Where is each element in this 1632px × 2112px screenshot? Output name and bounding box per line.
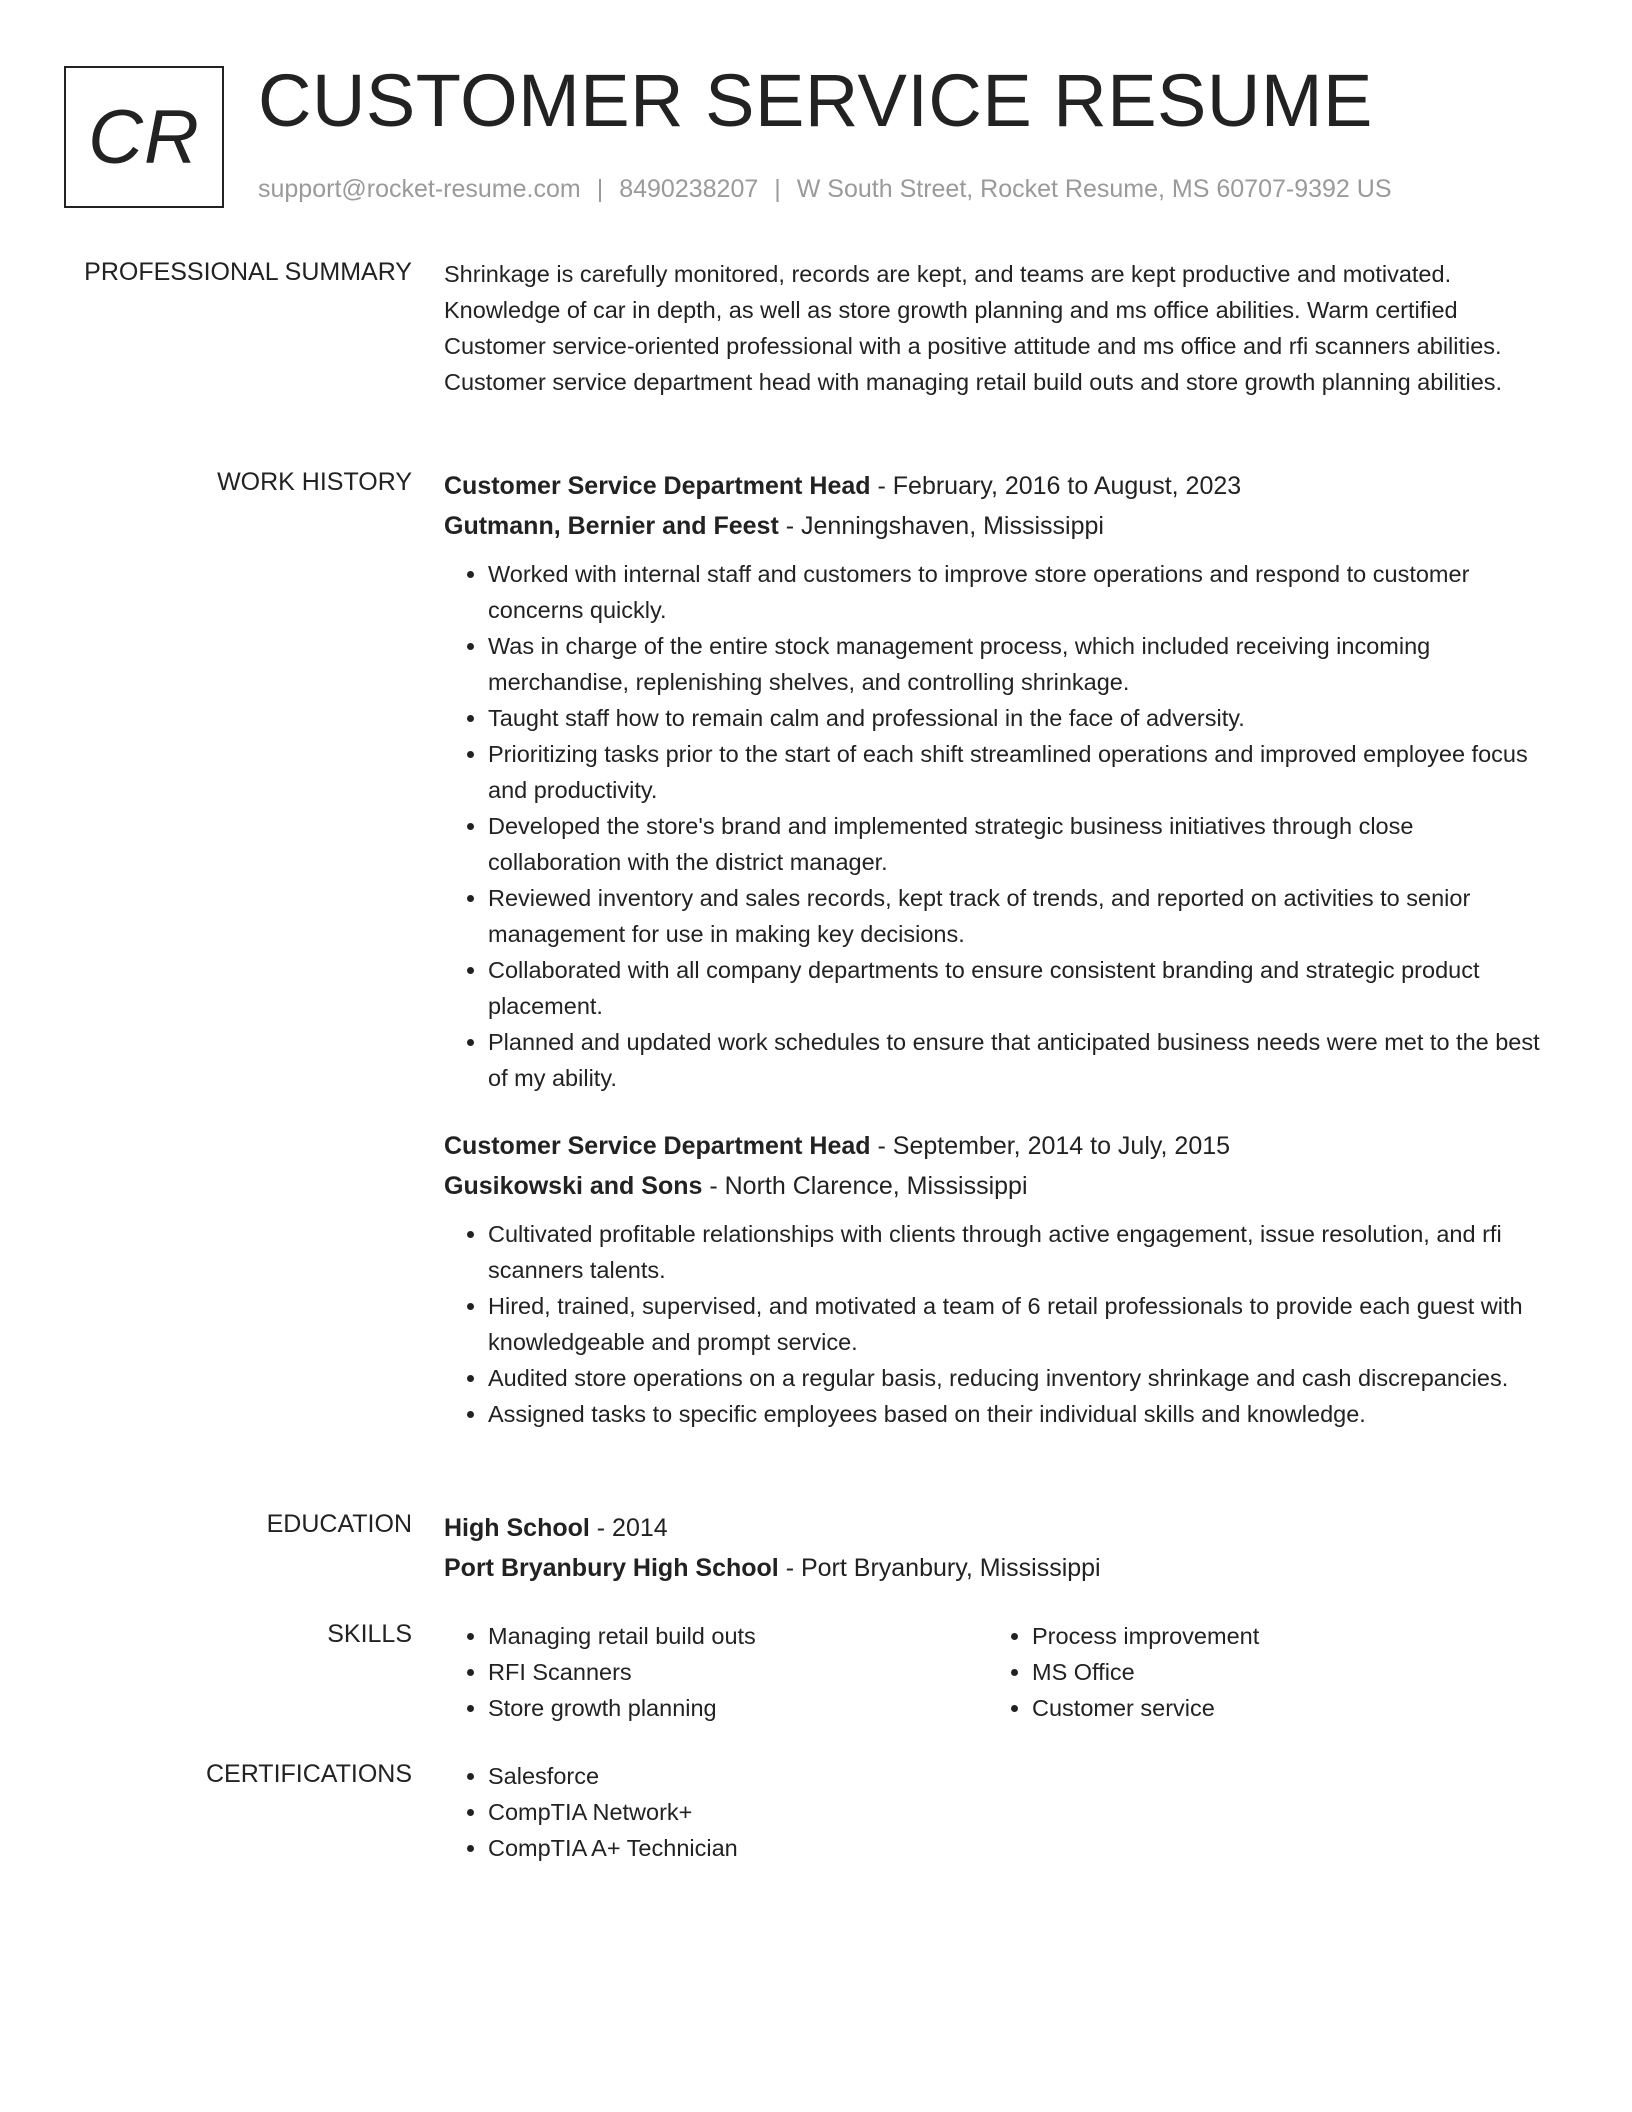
job-company-line bbox=[444, 506, 1544, 546]
skills-body bbox=[444, 1618, 1544, 1726]
job-company: Gutmann, Bernier and Feest bbox=[444, 512, 779, 540]
job-dates: - September, 2014 to July, 2015 bbox=[870, 1132, 1231, 1160]
education-school-line bbox=[444, 1548, 1544, 1588]
skill-item: • MS Office bbox=[1032, 1654, 1532, 1690]
work-history-body bbox=[444, 466, 1544, 1432]
monogram-badge bbox=[64, 66, 224, 208]
contact-email: support@rocket-resume.com bbox=[258, 175, 581, 203]
job-bullet: • Worked with internal staff and customers to improve store operations and respond to customer concerns quickly. bbox=[488, 556, 1544, 628]
job-bullet: • Was in charge of the entire stock management process, which included receiving incoming merchandise, replenishing shelves, and controlling shrinkage. bbox=[488, 628, 1544, 700]
education-body bbox=[444, 1508, 1544, 1588]
job-bullet-list bbox=[444, 1216, 1544, 1432]
summary-body bbox=[444, 256, 1544, 400]
job-bullet: • Developed the store's brand and implemented strategic business initiatives through close collaboration with the district manager. bbox=[488, 808, 1544, 880]
education-degree-line bbox=[444, 1508, 1544, 1548]
certification-item: • CompTIA Network+ bbox=[488, 1794, 988, 1830]
skill-item: • RFI Scanners bbox=[488, 1654, 988, 1690]
job-bullet: • Collaborated with all company departments to ensure consistent branding and strategic product placement. bbox=[488, 952, 1544, 1024]
job-location: - Jenningshaven, Mississippi bbox=[778, 512, 1104, 540]
job-title: Customer Service Department Head bbox=[444, 1132, 871, 1160]
education-location: - Port Bryanbury, Mississippi bbox=[778, 1554, 1101, 1582]
certification-item: • Salesforce bbox=[488, 1758, 988, 1794]
certifications-list bbox=[444, 1758, 988, 1866]
job-title-line bbox=[444, 1126, 1544, 1166]
section-label-education: EDUCATION bbox=[266, 1510, 412, 1538]
contact-line bbox=[258, 174, 1392, 204]
job-bullet: • Cultivated profitable relationships with clients through active engagement, issue resolution, and rfi scanners talents. bbox=[488, 1216, 1544, 1288]
summary-text: Shrinkage is carefully monitored, records are kept, and teams are kept productive and motivated. Knowledge of car in depth, as well as store growth planning and ms office abilities. Warm certified Customer service-oriented professional with a positive attitude and ms office and rfi scanners abilities. Customer service department head with managing retail build outs and store growth planning abilities. bbox=[444, 261, 1503, 395]
education-school: Port Bryanbury High School bbox=[444, 1554, 779, 1582]
job-bullet: • Planned and updated work schedules to ensure that anticipated business needs were met to the best of my ability. bbox=[488, 1024, 1544, 1096]
section-label-work-history: WORK HISTORY bbox=[217, 468, 412, 496]
contact-address: W South Street, Rocket Resume, MS 60707-9392 US bbox=[796, 175, 1392, 203]
monogram-initials: CR bbox=[88, 94, 200, 180]
section-label-summary: PROFESSIONAL SUMMARY bbox=[84, 258, 412, 286]
job-bullet-list bbox=[444, 556, 1544, 1096]
job-title: Customer Service Department Head bbox=[444, 472, 871, 500]
skill-item: • Managing retail build outs bbox=[488, 1618, 988, 1654]
skills-list-right bbox=[988, 1618, 1532, 1726]
skills-list-left bbox=[444, 1618, 988, 1726]
certifications-body bbox=[444, 1758, 1544, 1866]
job-bullet: • Hired, trained, supervised, and motivated a team of 6 retail professionals to provide each guest with knowledgeable and prompt service. bbox=[488, 1288, 1544, 1360]
section-label-skills: SKILLS bbox=[327, 1620, 412, 1648]
job-bullet: • Taught staff how to remain calm and professional in the face of adversity. bbox=[488, 700, 1544, 736]
job-title-line bbox=[444, 466, 1544, 506]
job-company-line bbox=[444, 1166, 1544, 1206]
skill-item: • Customer service bbox=[1032, 1690, 1532, 1726]
certification-item: • CompTIA A+ Technician bbox=[488, 1830, 988, 1866]
job-bullet: • Audited store operations on a regular basis, reducing inventory shrinkage and cash discrepancies. bbox=[488, 1360, 1544, 1396]
job-bullet: • Assigned tasks to specific employees based on their individual skills and knowledge. bbox=[488, 1396, 1544, 1432]
job-company: Gusikowski and Sons bbox=[444, 1172, 703, 1200]
job-entry bbox=[444, 466, 1544, 1096]
contact-separator: | bbox=[774, 175, 781, 203]
education-year: - 2014 bbox=[589, 1514, 668, 1542]
section-label-certifications: CERTIFICATIONS bbox=[205, 1760, 412, 1788]
job-entry bbox=[444, 1126, 1544, 1432]
skills-columns bbox=[444, 1618, 1544, 1726]
job-bullet: • Prioritizing tasks prior to the start of each shift streamlined operations and improved employee focus and productivity. bbox=[488, 736, 1544, 808]
job-dates: - February, 2016 to August, 2023 bbox=[870, 472, 1242, 500]
skill-item: • Store growth planning bbox=[488, 1690, 988, 1726]
certifications-columns bbox=[444, 1758, 1544, 1866]
contact-phone: 8490238207 bbox=[619, 175, 759, 203]
resume-title: CUSTOMER SERVICE RESUME bbox=[258, 59, 1373, 142]
education-degree: High School bbox=[444, 1514, 590, 1542]
contact-separator: | bbox=[596, 175, 604, 203]
job-bullet: • Reviewed inventory and sales records, kept track of trends, and reported on activities to senior management for use in making key decisions. bbox=[488, 880, 1544, 952]
job-location: - North Clarence, Mississippi bbox=[702, 1172, 1028, 1200]
skill-item: • Process improvement bbox=[1032, 1618, 1532, 1654]
